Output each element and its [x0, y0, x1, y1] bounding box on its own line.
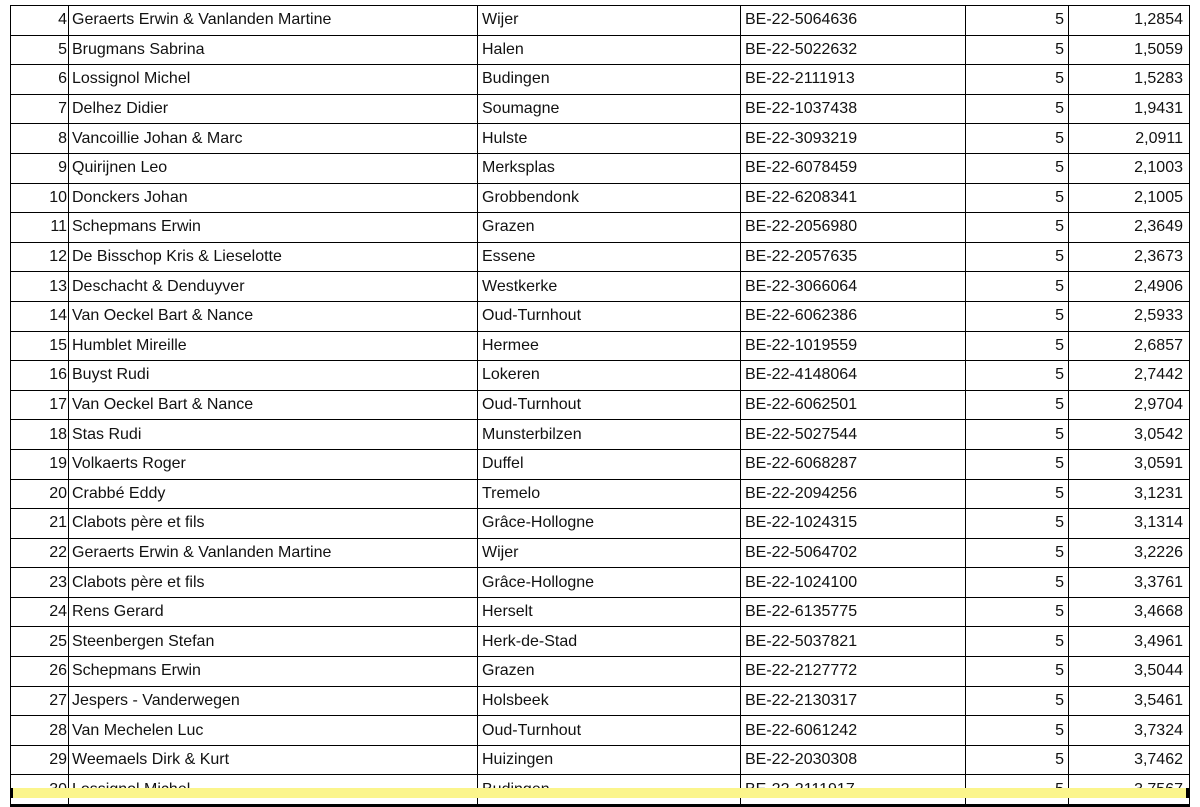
value-cell: 2,3673 [1069, 242, 1190, 272]
ring-number-cell: BE-22-5064636 [741, 6, 966, 36]
count-cell: 5 [966, 538, 1069, 568]
value-cell: 1,5283 [1069, 65, 1190, 95]
count-cell: 5 [966, 242, 1069, 272]
rank-cell: 13 [11, 272, 69, 302]
table-row [11, 124, 1190, 154]
ring-number-cell: BE-22-1019559 [741, 331, 966, 361]
ring-number-cell: BE-22-2130317 [741, 686, 966, 716]
rank-cell: 18 [11, 420, 69, 450]
ring-number-cell: BE-22-5064702 [741, 538, 966, 568]
name-cell: De Bisschop Kris & Lieselotte [69, 242, 478, 272]
table-row [11, 390, 1190, 420]
table-row [11, 153, 1190, 183]
rank-cell: 15 [11, 331, 69, 361]
count-cell: 5 [966, 657, 1069, 687]
ring-number-cell: BE-22-5027544 [741, 420, 966, 450]
table-row [11, 361, 1190, 391]
rank-cell: 29 [11, 745, 69, 775]
value-cell: 2,5933 [1069, 301, 1190, 331]
rank-cell: 6 [11, 65, 69, 95]
value-cell: 3,1231 [1069, 479, 1190, 509]
place-cell: Wijer [478, 538, 741, 568]
rank-cell: 8 [11, 124, 69, 154]
table-row [11, 301, 1190, 331]
name-cell: Brugmans Sabrina [69, 35, 478, 65]
rank-cell: 11 [11, 213, 69, 243]
ring-number-cell: BE-22-5037821 [741, 627, 966, 657]
table-row [11, 420, 1190, 450]
place-cell: Huizingen [478, 745, 741, 775]
name-cell: Volkaerts Roger [69, 449, 478, 479]
rank-cell: 12 [11, 242, 69, 272]
value-cell: 2,7442 [1069, 361, 1190, 391]
table-row [11, 568, 1190, 598]
place-cell: Munsterbilzen [478, 420, 741, 450]
name-cell: Delhez Didier [69, 94, 478, 124]
name-cell: Jespers - Vanderwegen [69, 686, 478, 716]
name-cell: Quirijnen Leo [69, 153, 478, 183]
value-cell: 3,7324 [1069, 716, 1190, 746]
value-cell: 3,5461 [1069, 686, 1190, 716]
count-cell: 5 [966, 183, 1069, 213]
count-cell: 5 [966, 213, 1069, 243]
ring-number-cell: BE-22-2056980 [741, 213, 966, 243]
name-cell: Donckers Johan [69, 183, 478, 213]
count-cell: 5 [966, 568, 1069, 598]
count-cell: 5 [966, 331, 1069, 361]
table-row [11, 35, 1190, 65]
value-cell: 3,0591 [1069, 449, 1190, 479]
name-cell: Schepmans Erwin [69, 657, 478, 687]
place-cell: Oud-Turnhout [478, 716, 741, 746]
results-table [10, 5, 1190, 807]
highlight-band [10, 788, 1189, 798]
place-cell: Essene [478, 242, 741, 272]
count-cell: 5 [966, 745, 1069, 775]
name-cell: Weemaels Dirk & Kurt [69, 745, 478, 775]
count-cell: 5 [966, 479, 1069, 509]
table-row [11, 597, 1190, 627]
name-cell: Humblet Mireille [69, 331, 478, 361]
value-cell: 1,9431 [1069, 94, 1190, 124]
table-row [11, 272, 1190, 302]
rank-cell: 26 [11, 657, 69, 687]
count-cell: 5 [966, 509, 1069, 539]
name-cell: Rens Gerard [69, 597, 478, 627]
rank-cell: 5 [11, 35, 69, 65]
table-row [11, 538, 1190, 568]
count-cell: 5 [966, 390, 1069, 420]
name-cell: Van Mechelen Luc [69, 716, 478, 746]
value-cell: 2,1003 [1069, 153, 1190, 183]
count-cell: 5 [966, 420, 1069, 450]
name-cell: Clabots père et fils [69, 568, 478, 598]
count-cell: 5 [966, 597, 1069, 627]
value-cell: 2,0911 [1069, 124, 1190, 154]
place-cell: Soumagne [478, 94, 741, 124]
value-cell: 3,2226 [1069, 538, 1190, 568]
value-cell: 1,5059 [1069, 35, 1190, 65]
rank-cell: 24 [11, 597, 69, 627]
ring-number-cell: BE-22-6078459 [741, 153, 966, 183]
table-row [11, 213, 1190, 243]
table-row [11, 6, 1190, 36]
ring-number-cell: BE-22-2057635 [741, 242, 966, 272]
name-cell: Stas Rudi [69, 420, 478, 450]
value-cell: 3,3761 [1069, 568, 1190, 598]
value-cell: 2,6857 [1069, 331, 1190, 361]
count-cell: 5 [966, 449, 1069, 479]
place-cell: Merksplas [478, 153, 741, 183]
name-cell: Deschacht & Denduyver [69, 272, 478, 302]
count-cell: 5 [966, 627, 1069, 657]
count-cell: 5 [966, 65, 1069, 95]
rank-cell: 27 [11, 686, 69, 716]
name-cell: Lossignol Michel [69, 65, 478, 95]
value-cell: 3,1314 [1069, 509, 1190, 539]
value-cell: 2,3649 [1069, 213, 1190, 243]
place-cell: Grâce-Hollogne [478, 568, 741, 598]
ring-number-cell: BE-22-2111913 [741, 65, 966, 95]
rank-cell: 23 [11, 568, 69, 598]
ring-number-cell: BE-22-6135775 [741, 597, 966, 627]
name-cell: Buyst Rudi [69, 361, 478, 391]
rank-cell: 25 [11, 627, 69, 657]
table-row [11, 331, 1190, 361]
ring-number-cell: BE-22-2127772 [741, 657, 966, 687]
ring-number-cell: BE-22-6208341 [741, 183, 966, 213]
table-row [11, 449, 1190, 479]
place-cell: Herk-de-Stad [478, 627, 741, 657]
table-row [11, 94, 1190, 124]
ring-number-cell: BE-22-1024100 [741, 568, 966, 598]
place-cell: Hulste [478, 124, 741, 154]
value-cell: 3,7462 [1069, 745, 1190, 775]
rank-cell: 22 [11, 538, 69, 568]
rank-cell: 14 [11, 301, 69, 331]
name-cell: Steenbergen Stefan [69, 627, 478, 657]
rank-cell: 16 [11, 361, 69, 391]
rank-cell: 10 [11, 183, 69, 213]
table-row [11, 745, 1190, 775]
count-cell: 5 [966, 6, 1069, 36]
rank-cell: 20 [11, 479, 69, 509]
place-cell: Lokeren [478, 361, 741, 391]
name-cell: Clabots père et fils [69, 509, 478, 539]
ring-number-cell: BE-22-1024315 [741, 509, 966, 539]
place-cell: Grazen [478, 657, 741, 687]
ring-number-cell: BE-22-2030308 [741, 745, 966, 775]
ring-number-cell: BE-22-1037438 [741, 94, 966, 124]
count-cell: 5 [966, 716, 1069, 746]
count-cell: 5 [966, 272, 1069, 302]
rank-cell: 19 [11, 449, 69, 479]
ring-number-cell: BE-22-2094256 [741, 479, 966, 509]
ring-number-cell: BE-22-6068287 [741, 449, 966, 479]
name-cell: Van Oeckel Bart & Nance [69, 390, 478, 420]
name-cell: Geraerts Erwin & Vanlanden Martine [69, 538, 478, 568]
ring-number-cell: BE-22-3066064 [741, 272, 966, 302]
name-cell: Crabbé Eddy [69, 479, 478, 509]
place-cell: Grobbendonk [478, 183, 741, 213]
value-cell: 2,4906 [1069, 272, 1190, 302]
value-cell: 1,2854 [1069, 6, 1190, 36]
name-cell: Van Oeckel Bart & Nance [69, 301, 478, 331]
place-cell: Herselt [478, 597, 741, 627]
count-cell: 5 [966, 361, 1069, 391]
rank-cell: 4 [11, 6, 69, 36]
table-row [11, 686, 1190, 716]
count-cell: 5 [966, 35, 1069, 65]
place-cell: Duffel [478, 449, 741, 479]
ring-number-cell: BE-22-5022632 [741, 35, 966, 65]
count-cell: 5 [966, 153, 1069, 183]
place-cell: Oud-Turnhout [478, 301, 741, 331]
count-cell: 5 [966, 686, 1069, 716]
table-row [11, 716, 1190, 746]
place-cell: Grâce-Hollogne [478, 509, 741, 539]
name-cell: Vancoillie Johan & Marc [69, 124, 478, 154]
place-cell: Holsbeek [478, 686, 741, 716]
rank-cell: 9 [11, 153, 69, 183]
table-row [11, 627, 1190, 657]
table-row [11, 479, 1190, 509]
place-cell: Oud-Turnhout [478, 390, 741, 420]
ring-number-cell: BE-22-6062501 [741, 390, 966, 420]
table-row [11, 242, 1190, 272]
place-cell: Grazen [478, 213, 741, 243]
rank-cell: 21 [11, 509, 69, 539]
table-row [11, 183, 1190, 213]
name-cell: Geraerts Erwin & Vanlanden Martine [69, 6, 478, 36]
place-cell: Halen [478, 35, 741, 65]
rank-cell: 7 [11, 94, 69, 124]
name-cell: Schepmans Erwin [69, 213, 478, 243]
ring-number-cell: BE-22-6061242 [741, 716, 966, 746]
table-row [11, 509, 1190, 539]
results-table-body [11, 6, 1190, 806]
place-cell: Wijer [478, 6, 741, 36]
value-cell: 2,9704 [1069, 390, 1190, 420]
ring-number-cell: BE-22-4148064 [741, 361, 966, 391]
place-cell: Hermee [478, 331, 741, 361]
value-cell: 2,1005 [1069, 183, 1190, 213]
ring-number-cell: BE-22-3093219 [741, 124, 966, 154]
place-cell: Budingen [478, 65, 741, 95]
count-cell: 5 [966, 301, 1069, 331]
value-cell: 3,4668 [1069, 597, 1190, 627]
place-cell: Tremelo [478, 479, 741, 509]
ring-number-cell: BE-22-6062386 [741, 301, 966, 331]
value-cell: 3,4961 [1069, 627, 1190, 657]
rank-cell: 28 [11, 716, 69, 746]
place-cell: Westkerke [478, 272, 741, 302]
rank-cell: 17 [11, 390, 69, 420]
table-row [11, 65, 1190, 95]
table-row [11, 657, 1190, 687]
value-cell: 3,0542 [1069, 420, 1190, 450]
count-cell: 5 [966, 124, 1069, 154]
count-cell: 5 [966, 94, 1069, 124]
value-cell: 3,5044 [1069, 657, 1190, 687]
